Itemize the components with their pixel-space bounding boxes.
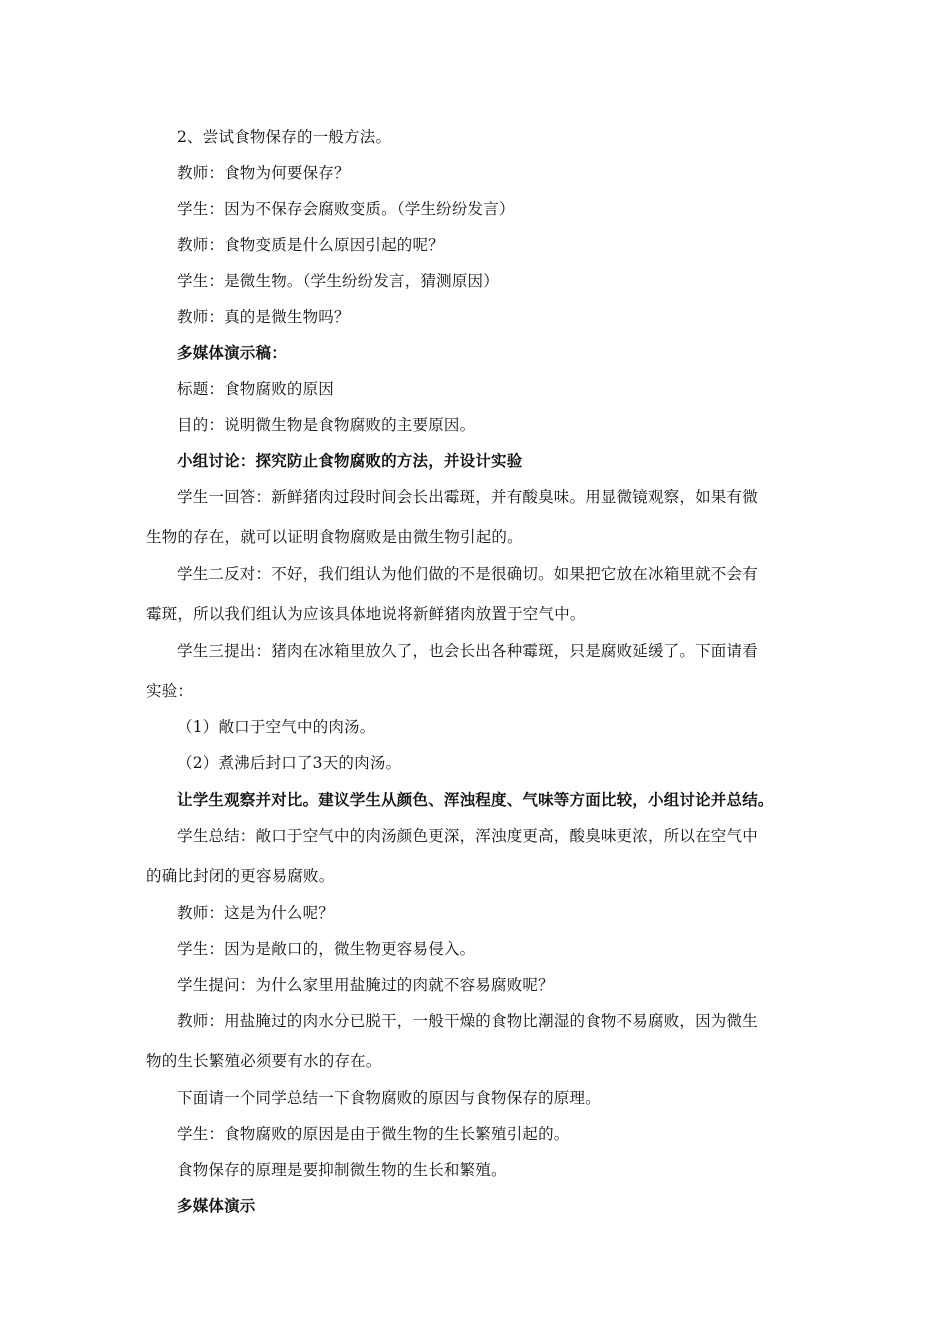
text-line-paragraph-continued: 物的生长繁殖必须要有水的存在。 xyxy=(146,1052,382,1070)
text-line-multimedia-heading: 多媒体演示稿： xyxy=(177,343,287,362)
text-line-paragraph: 学生二反对：不好，我们组认为他们做的不是很确切。如果把它放在冰箱里就不会有 xyxy=(177,565,758,583)
text-line-paragraph: 学生三提出：猪肉在冰箱里放久了，也会长出各种霉斑，只是腐败延缓了。下面请看 xyxy=(177,642,758,660)
text-line-paragraph-continued: 实验： xyxy=(146,682,194,700)
text-line-teacher-question: 教师：食物变质是什么原因引起的呢？ xyxy=(177,236,444,254)
text-line-experiment-item: （2）煮沸后封口了3天的肉汤。 xyxy=(177,754,402,772)
text-line-multimedia-heading: 多媒体演示 xyxy=(177,1196,256,1215)
text-line-paragraph: 教师：用盐腌过的肉水分已脱干，一般干燥的食物比潮湿的食物不易腐败，因为微生 xyxy=(177,1012,758,1030)
text-line-paragraph-continued: 霉斑，所以我们组认为应该具体地说将新鲜猪肉放置于空气中。 xyxy=(146,605,586,623)
text-line-student-answer: 学生：因为不保存会腐败变质。（学生纷纷发言） xyxy=(177,200,515,218)
text-line-paragraph: 学生总结：敞口于空气中的肉汤颜色更深，浑浊度更高，酸臭味更浓，所以在空气中 xyxy=(177,827,758,845)
text-line-group-discussion-heading: 小组讨论：探究防止食物腐败的方法，并设计实验 xyxy=(177,451,523,470)
text-line-purpose: 目的：说明微生物是食物腐败的主要原因。 xyxy=(177,416,476,434)
text-line-paragraph: 学生一回答：新鲜猪肉过段时间会长出霉斑，并有酸臭味。用显微镜观察，如果有微 xyxy=(177,488,758,506)
text-line-student-answer: 学生：食物腐败的原因是由于微生物的生长繁殖引起的。 xyxy=(177,1125,570,1143)
text-line-principle: 食物保存的原理是要抑制微生物的生长和繁殖。 xyxy=(177,1161,507,1179)
text-line-observation-instruction: 让学生观察并对比。建议学生从颜色、浑浊程度、气味等方面比较，小组讨论并总结。 xyxy=(177,790,774,809)
text-line-paragraph-continued: 的确比封闭的更容易腐败。 xyxy=(146,867,335,885)
text-line-student-question: 学生提问：为什么家里用盐腌过的肉就不容易腐败呢？ xyxy=(177,976,554,994)
text-line-teacher-question: 教师：这是为什么呢？ xyxy=(177,904,335,922)
text-line-student-answer: 学生：因为是敞口的，微生物更容易侵入。 xyxy=(177,940,476,958)
text-line-teacher-question: 教师：真的是微生物吗？ xyxy=(177,308,350,326)
text-line-paragraph-continued: 生物的存在，就可以证明食物腐败是由微生物引起的。 xyxy=(146,528,523,546)
text-line-teacher-question: 教师：食物为何要保存？ xyxy=(177,164,350,182)
text-line-experiment-item: （1）敞口于空气中的肉汤。 xyxy=(177,718,376,736)
text-line-section-heading: 2、尝试食物保存的一般方法。 xyxy=(177,128,392,146)
text-line-summary-request: 下面请一个同学总结一下食物腐败的原因与食物保存的原理。 xyxy=(177,1089,601,1107)
text-line-student-answer: 学生：是微生物。（学生纷纷发言，猜测原因） xyxy=(177,272,499,290)
text-line-title: 标题：食物腐败的原因 xyxy=(177,380,335,398)
